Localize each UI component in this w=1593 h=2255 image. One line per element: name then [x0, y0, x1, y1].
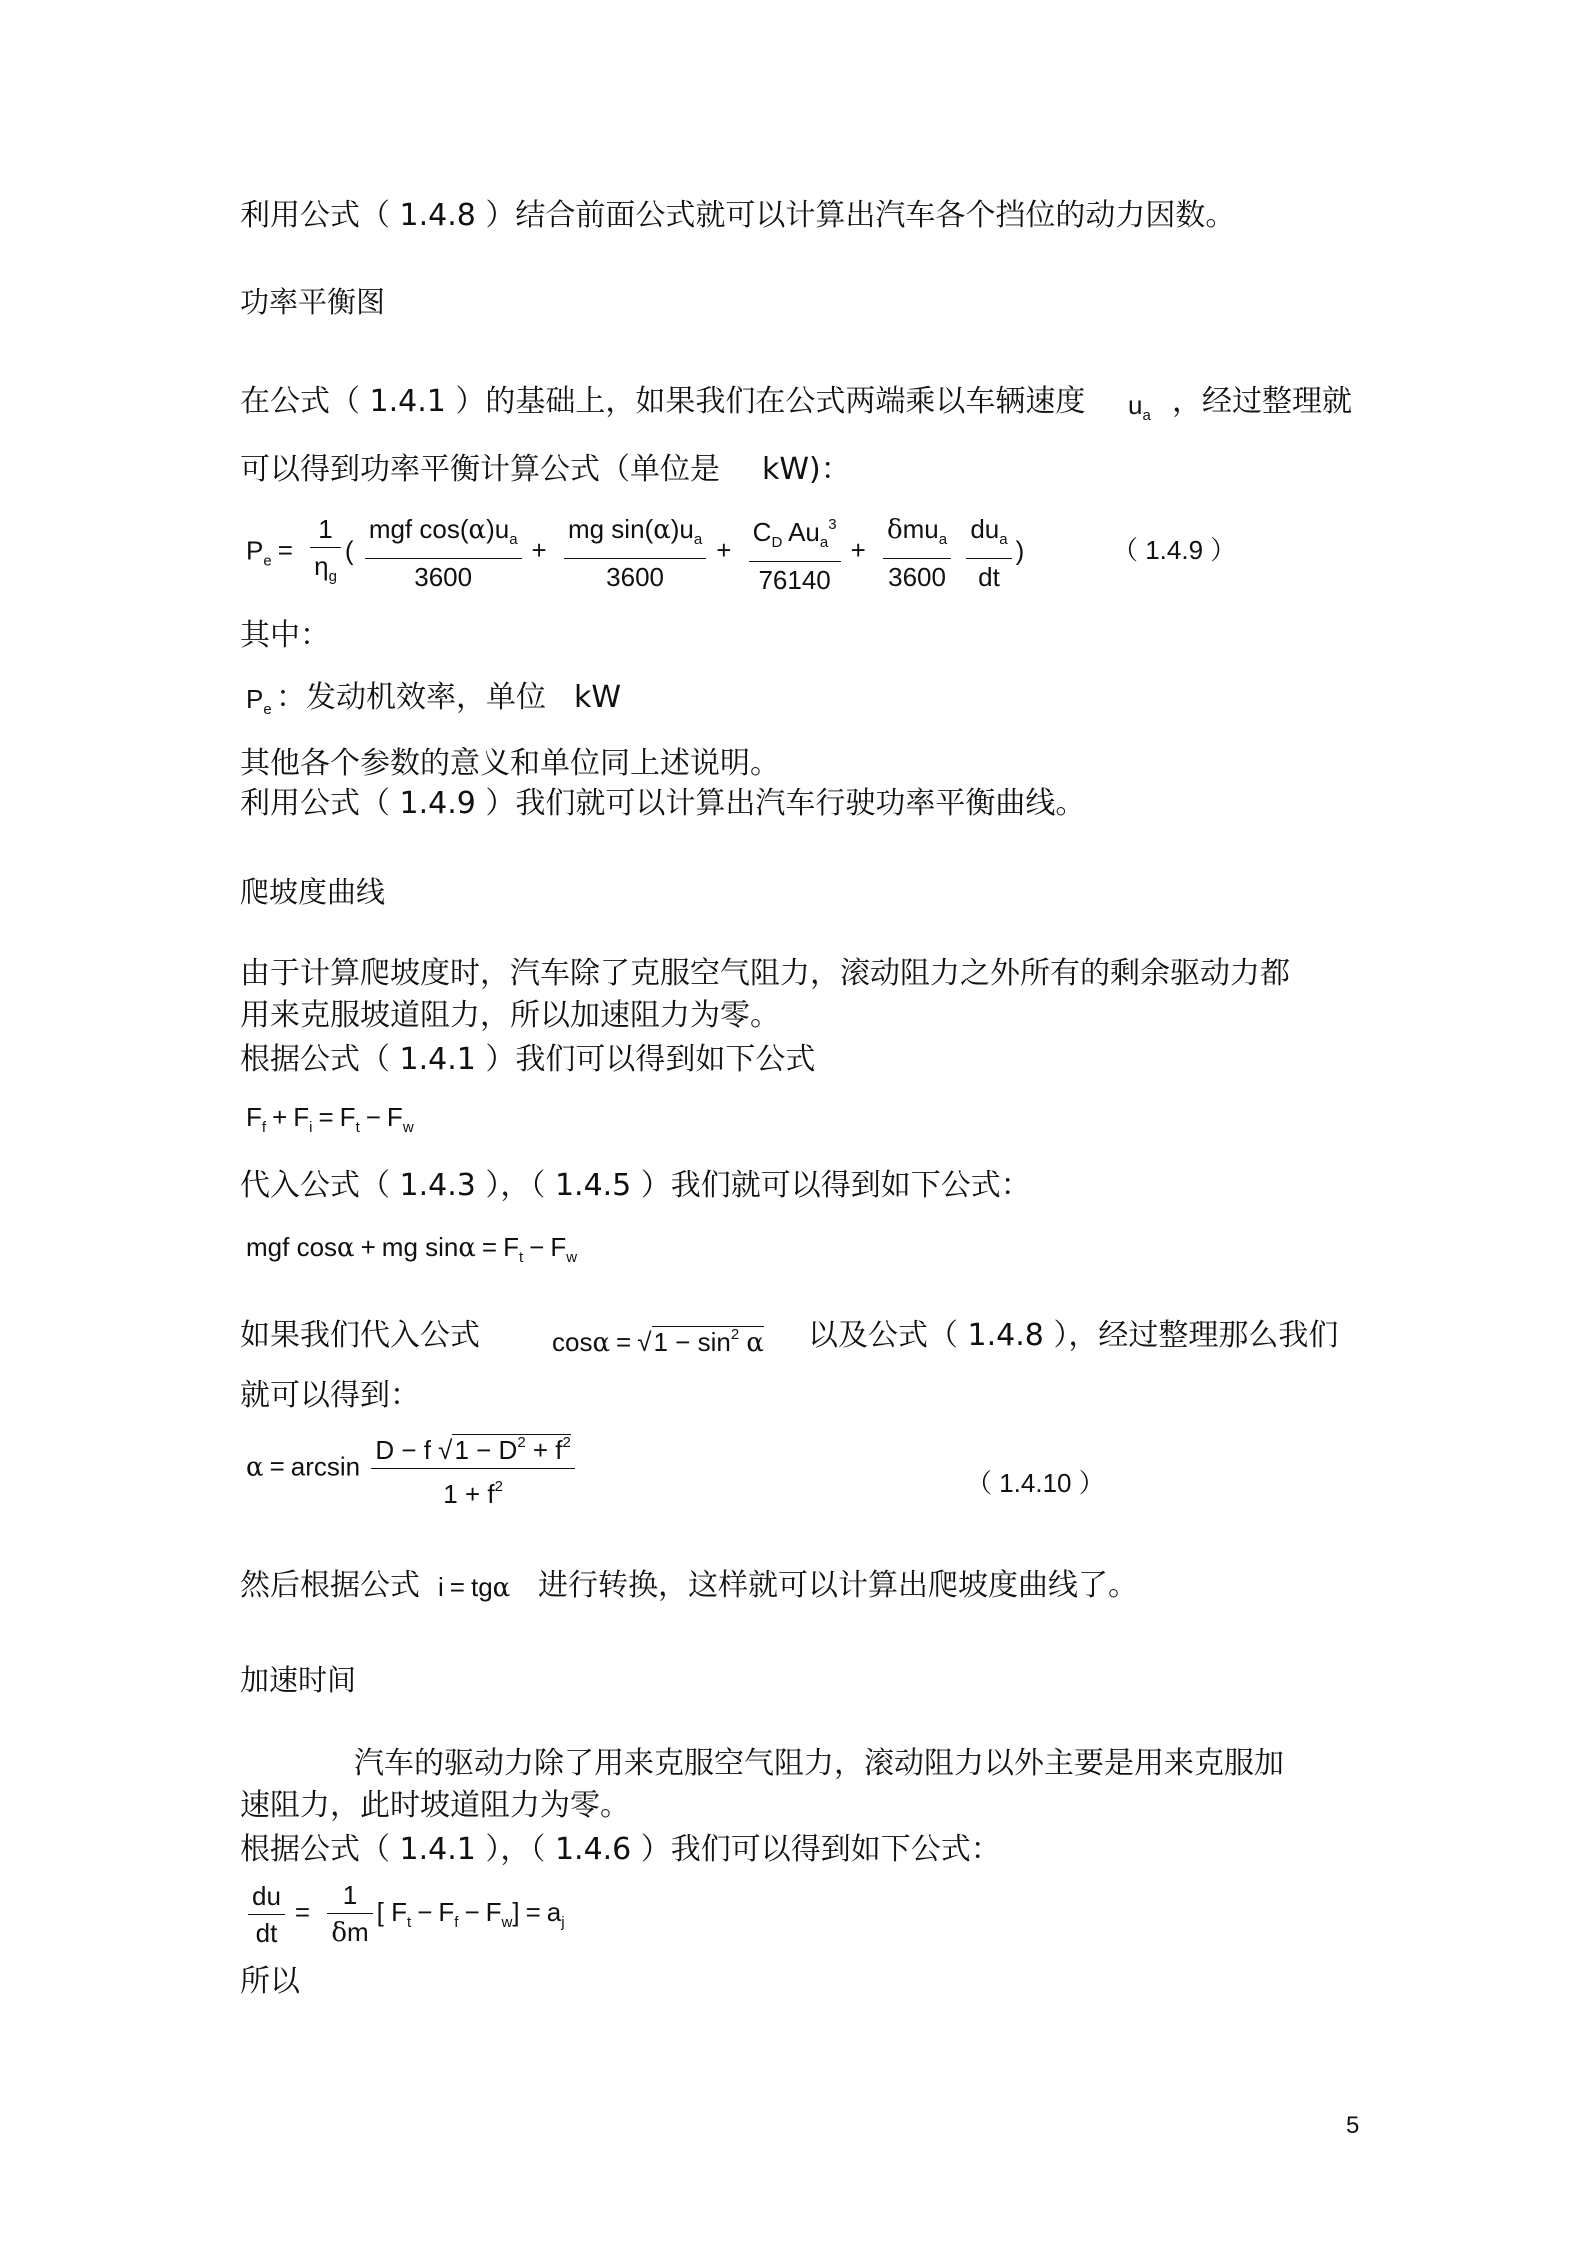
equation-force-balance: $F_f + F_i = F_t - F_w$ — [246, 1102, 414, 1136]
paragraph-after-processing: ，经过整理就 — [1172, 384, 1352, 419]
equation-power-balance: $P_e$ = $\frac{1}{\eta_g}$ ( $\frac{mgf \cos(\alpha)u_a}{3600}$ + $\frac{mg \sin(\alpha)u_a}{3600}$ + $\frac{C_D Au_a^3}{76140}$ + $\frac{\delta mu_a}{3600}$ $\frac{du_a}{dt}$ ) — [246, 510, 1024, 595]
paragraph-according-1-4-6: 根据公式（ 1.4.1 ），（ 1.4.6 ）我们可以得到如下公式： — [240, 1832, 1001, 1867]
paragraph-other-params: 其他各个参数的意义和单位同上述说明。 — [240, 746, 780, 781]
paragraph-substitute: 代入公式（ 1.4.3 ），（ 1.4.5 ）我们就可以得到如下公式： — [240, 1168, 1031, 1203]
paragraph-power-formula-intro: 可以得到功率平衡计算公式（单位是 — [240, 452, 720, 487]
heading-power-balance: 功率平衡图 — [240, 285, 386, 319]
symbol-pe: $P_e$ — [246, 684, 272, 718]
paragraph-therefore: 所以 — [240, 1964, 300, 1999]
paragraph-multiply-speed: 在公式（ 1.4.1 ）的基础上，如果我们在公式两端乘以车辆速度 — [240, 384, 1086, 419]
paragraph-if-substitute: 如果我们代入公式 — [240, 1318, 480, 1353]
paragraph-dynamic-factor: 利用公式（ 1.4.8 ）结合前面公式就可以计算出汽车各个挡位的动力因数。 — [240, 198, 1236, 233]
paragraph-then: 然后根据公式 — [240, 1568, 420, 1603]
paragraph-climbing-1: 由于计算爬坡度时，汽车除了克服空气阻力，滚动阻力之外所有的剩余驱动力都 — [240, 956, 1290, 991]
equation-grade-force: mgf cosα + mg $\sin\alpha = F_t - F_w$ — [246, 1232, 578, 1266]
unit-kw: kW)： — [762, 452, 851, 487]
paragraph-engine-efficiency: ：发动机效率，单位 — [276, 680, 546, 715]
paragraph-power-curve: 利用公式（ 1.4.9 ）我们就可以计算出汽车行驶功率平衡曲线。 — [240, 786, 1086, 821]
paragraph-convert: 进行转换，这样就可以计算出爬坡度曲线了。 — [538, 1568, 1138, 1603]
symbol-ua: $u_a$ — [1128, 390, 1151, 424]
heading-acceleration-time: 加速时间 — [240, 1663, 357, 1697]
equation-acceleration: $\frac{du}{dt}$ = $\frac{1}{\delta m}$ [ $F_t - F_f - F_w] = a_j$ — [244, 1880, 565, 1948]
heading-climbing-curve: 爬坡度曲线 — [240, 875, 386, 909]
paragraph-according-1-4-1: 根据公式（ 1.4.1 ）我们可以得到如下公式 — [240, 1042, 816, 1077]
page-number: 5 — [1346, 2112, 1360, 2139]
equation-label-1-4-10: （ 1.4.10 ） — [966, 1468, 1105, 1498]
equation-cos-identity: $\cos\alpha = √1 - \sin^2 \alpha$ — [552, 1326, 764, 1358]
unit-kw-2: kW — [574, 680, 622, 715]
paragraph-where: 其中： — [240, 618, 330, 653]
paragraph-accel-1: 汽车的驱动力除了用来克服空气阻力，滚动阻力以外主要是用来克服加 — [354, 1746, 1284, 1781]
paragraph-climbing-2: 用来克服坡道阻力，所以加速阻力为零。 — [240, 998, 780, 1033]
equation-label-1-4-9: （ 1.4.9 ） — [1112, 535, 1237, 565]
equation-arcsin: α = arcsin $\frac{D - f √1 - D^2 + f^2}{1 + f^2}$ — [246, 1428, 579, 1509]
paragraph-obtain: 就可以得到： — [240, 1378, 420, 1413]
paragraph-accel-2: 速阻力，此时坡道阻力为零。 — [240, 1788, 630, 1823]
equation-i-tg: i = tgα — [438, 1572, 511, 1603]
paragraph-and-formula: 以及公式（ 1.4.8 ），经过整理那么我们 — [808, 1318, 1339, 1353]
